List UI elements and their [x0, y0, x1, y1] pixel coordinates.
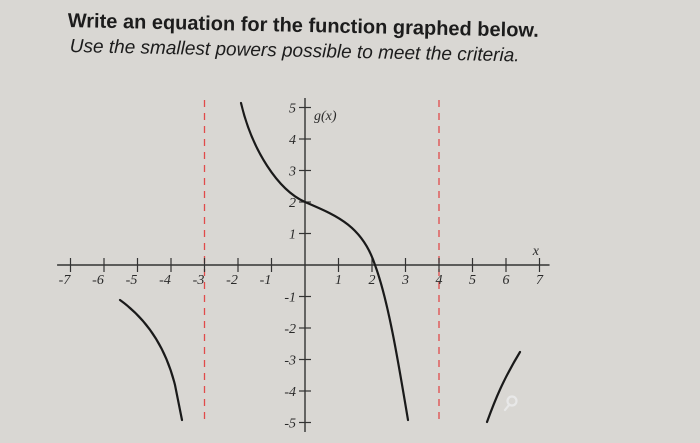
x-tick-label: -1 — [259, 273, 272, 288]
y-tick-label: -4 — [284, 385, 296, 400]
curve-left-branch — [120, 300, 182, 420]
x-axis-label: x — [532, 244, 540, 259]
x-tick-label: 3 — [402, 273, 409, 288]
problem-subtitle: Use the smallest powers possible to meet the criteria. — [69, 36, 520, 67]
x-tick-label: -2 — [226, 273, 238, 288]
y-tick-label: 3 — [289, 164, 296, 180]
search-icon[interactable] — [505, 397, 517, 411]
curve-right-branch — [487, 352, 520, 422]
y-tick-label: 5 — [289, 101, 296, 117]
function-name-label: g(x) — [314, 109, 337, 125]
asymptote-lines — [205, 100, 440, 425]
x-tick-label: -3 — [192, 273, 205, 288]
x-tick-label: 2 — [368, 273, 376, 288]
x-tick-label: 6 — [502, 273, 510, 288]
y-tick-label: 1 — [289, 227, 296, 243]
y-tick-label: 4 — [289, 133, 296, 148]
x-tick-label: 4 — [435, 273, 443, 288]
x-tick-label: -5 — [125, 273, 138, 288]
x-tick-label: 1 — [335, 273, 342, 288]
y-tick-label: -2 — [284, 322, 296, 337]
problem-title: Write an equation for the function graphed below. — [67, 10, 540, 42]
x-tick-label: 7 — [536, 273, 543, 288]
tick-labels — [59, 102, 544, 432]
y-tick-label: 2 — [289, 196, 296, 211]
x-tick-label: -7 — [58, 273, 71, 288]
axes — [57, 98, 549, 432]
x-tick-label: 5 — [469, 273, 476, 288]
y-tick-label: -1 — [284, 290, 296, 306]
function-curve — [120, 103, 520, 422]
y-tick-label: -3 — [284, 353, 296, 369]
curve-middle-branch — [241, 103, 408, 420]
x-tick-label: -4 — [159, 273, 171, 288]
y-tick-label: -5 — [284, 416, 296, 432]
x-tick-label: -6 — [92, 273, 104, 288]
